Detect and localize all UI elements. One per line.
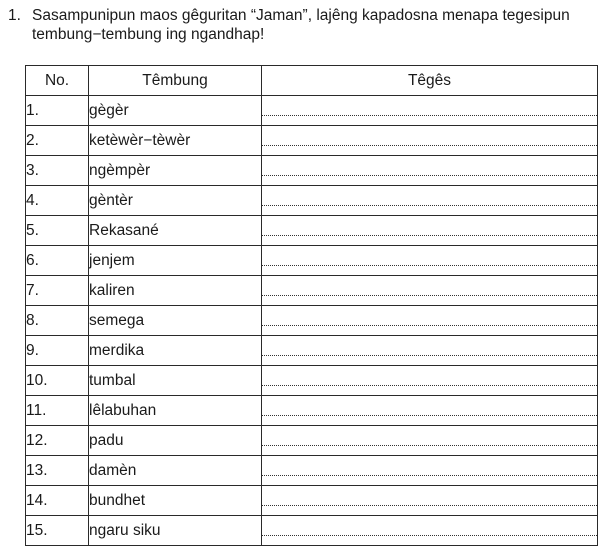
answer-dotted-line	[262, 355, 597, 356]
row-number: 8.	[26, 306, 89, 336]
table-row	[26, 216, 598, 246]
answer-dotted-line	[262, 145, 597, 146]
vocabulary-table	[25, 65, 598, 546]
row-number: 4.	[26, 186, 89, 216]
row-word: semega	[89, 306, 262, 336]
table-row	[26, 426, 598, 456]
row-word: ngaru siku	[89, 516, 262, 546]
answer-dotted-line	[262, 175, 597, 176]
row-number: 6.	[26, 246, 89, 276]
row-word: lêlabuhan	[89, 396, 262, 426]
row-meaning-blank[interactable]	[262, 156, 598, 186]
header-no: No.	[26, 66, 89, 96]
answer-dotted-line	[262, 235, 597, 236]
table-row	[26, 306, 598, 336]
row-word: bundhet	[89, 486, 262, 516]
row-meaning-blank[interactable]	[262, 516, 598, 546]
header-meaning: Têgês	[262, 66, 598, 96]
row-number: 14.	[26, 486, 89, 516]
row-meaning-blank[interactable]	[262, 486, 598, 516]
table-row	[26, 126, 598, 156]
table-row	[26, 246, 598, 276]
question-number: 1.	[8, 7, 21, 24]
table-row	[26, 96, 598, 126]
row-number: 15.	[26, 516, 89, 546]
answer-dotted-line	[262, 415, 597, 416]
row-word: gègèr	[89, 96, 262, 126]
row-meaning-blank[interactable]	[262, 306, 598, 336]
row-word: ketèwèr−tèwèr	[89, 126, 262, 156]
row-word: damèn	[89, 456, 262, 486]
row-number: 13.	[26, 456, 89, 486]
answer-dotted-line	[262, 535, 597, 536]
header-word: Têmbung	[89, 66, 262, 96]
row-meaning-blank[interactable]	[262, 246, 598, 276]
answer-dotted-line	[262, 295, 597, 296]
question-text: Sasampunipun maos gêguritan “Jaman”, lajêng kapadosna menapa tegesipun tembung−tembung ing ngandhap!	[32, 7, 570, 43]
row-word: merdika	[89, 336, 262, 366]
row-meaning-blank[interactable]	[262, 336, 598, 366]
table-row	[26, 156, 598, 186]
row-word: jenjem	[89, 246, 262, 276]
answer-dotted-line	[262, 445, 597, 446]
row-meaning-blank[interactable]	[262, 216, 598, 246]
question-prompt	[8, 6, 596, 44]
table-row	[26, 276, 598, 306]
row-word: tumbal	[89, 366, 262, 396]
row-word: gèntèr	[89, 186, 262, 216]
table-row	[26, 396, 598, 426]
table-header-row	[26, 66, 598, 96]
row-number: 12.	[26, 426, 89, 456]
answer-dotted-line	[262, 385, 597, 386]
row-number: 1.	[26, 96, 89, 126]
table-row	[26, 516, 598, 546]
row-meaning-blank[interactable]	[262, 96, 598, 126]
table-row	[26, 186, 598, 216]
row-number: 10.	[26, 366, 89, 396]
row-meaning-blank[interactable]	[262, 426, 598, 456]
table-row	[26, 456, 598, 486]
table-row	[26, 336, 598, 366]
row-number: 11.	[26, 396, 89, 426]
answer-dotted-line	[262, 475, 597, 476]
answer-dotted-line	[262, 115, 597, 116]
row-meaning-blank[interactable]	[262, 126, 598, 156]
row-meaning-blank[interactable]	[262, 456, 598, 486]
row-number: 9.	[26, 336, 89, 366]
row-word: Rekasané	[89, 216, 262, 246]
table-row	[26, 366, 598, 396]
table-body	[26, 96, 598, 546]
table-row	[26, 486, 598, 516]
answer-dotted-line	[262, 325, 597, 326]
row-meaning-blank[interactable]	[262, 186, 598, 216]
row-number: 5.	[26, 216, 89, 246]
row-word: padu	[89, 426, 262, 456]
row-meaning-blank[interactable]	[262, 366, 598, 396]
answer-dotted-line	[262, 265, 597, 266]
answer-dotted-line	[262, 505, 597, 506]
row-number: 7.	[26, 276, 89, 306]
row-number: 2.	[26, 126, 89, 156]
row-number: 3.	[26, 156, 89, 186]
answer-dotted-line	[262, 205, 597, 206]
row-meaning-blank[interactable]	[262, 396, 598, 426]
row-meaning-blank[interactable]	[262, 276, 598, 306]
row-word: ngèmpèr	[89, 156, 262, 186]
row-word: kaliren	[89, 276, 262, 306]
